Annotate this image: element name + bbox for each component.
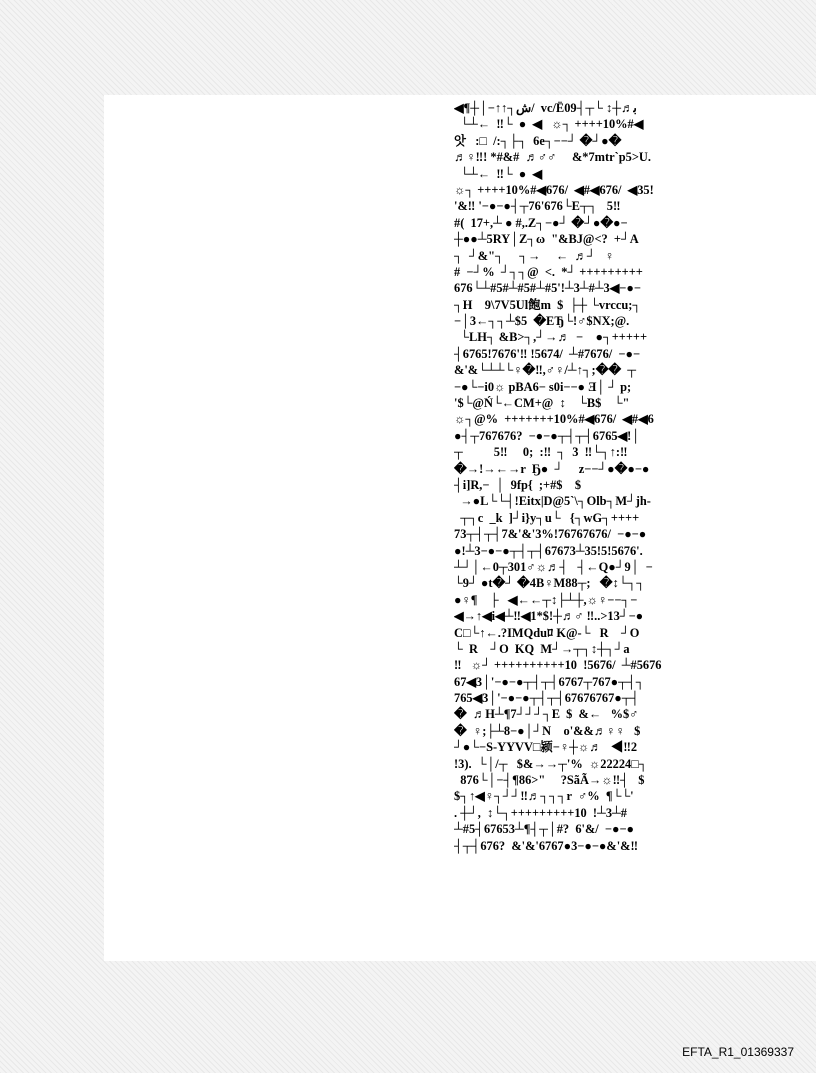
text-line: ┐H 9\7V5Ul飽m $ ├┼ └vrccu;┐ bbox=[454, 297, 642, 312]
text-line: └┴← ‼└ ● ◀ ☼┐ ++++10%#◀ bbox=[454, 117, 644, 132]
text-line: . ┼┘, ↕└┐+++++++++10 !┴3┴# bbox=[454, 805, 628, 820]
text-line: ┤i]R,− │ 9fp{ ;+#$ $ bbox=[454, 477, 582, 492]
text-line: � ♀;├┴8−●│┘N ο'&&♬♀♀ $ bbox=[454, 723, 641, 738]
text-line: !3). └│/┬ $&→→┬'% ☼22224□┐ bbox=[454, 756, 648, 771]
text-line: ●!┴3−●−●┬┤┬┤67673┴35!5!5676'. bbox=[454, 543, 643, 558]
text-line: ☼┐@% +++++++10%#◀676/ ◀#◀6 bbox=[454, 412, 654, 427]
text-line: ┼●●┴5RY│Z┐ω "&BJ@<? +┘A bbox=[454, 232, 639, 247]
text-line: ┐ ┘&"┐ ┐→ ← ♬┘ ♀ bbox=[454, 248, 615, 263]
text-line: C□└↑←.?IMQduﾛ K@-└ R ┘O bbox=[454, 625, 640, 640]
text-line: ┬┐c _k ]┘i}y┐u└ {┐wG┐++++ bbox=[454, 510, 640, 525]
text-line: ‼ ☼┘ ++++++++++10 !5676/ ┴#5676 bbox=[454, 658, 662, 673]
text-line: 765◀3│'−●−●┬┤┬┤67676767●┬┤ bbox=[454, 691, 640, 706]
text-line: 73┬┤┬┤7&'&'3%!76767676/ −●−● bbox=[454, 527, 647, 542]
text-line: ┬ 5‼ 0; :‼ ┐ 3 ‼└┐↑:‼ bbox=[454, 445, 628, 460]
text-line: � ♬H┴¶7┘┘┘┐E $ &← %$♂ bbox=[454, 707, 639, 722]
text-line: ●♀¶ ├ ◀←←┬↕├┴┼,☼♀−−┐− bbox=[454, 592, 638, 607]
text-line: &'&└┴┴└♀�‼,♂♀/┴↑┐;�� ┬ bbox=[454, 363, 637, 378]
text-line: $┐↑◀♀┐┘┘‼♬┐┐┐r ♂% ¶└└' bbox=[454, 789, 634, 804]
document-page bbox=[104, 95, 816, 961]
text-line: ♬♀‼! *#&# ♬♂♂ &*7mtr`p5>U. bbox=[454, 150, 651, 165]
text-line: ┴┘│←0┬301♂☼♬┤ ┤←Q●┘9│ − bbox=[454, 559, 653, 574]
text-line: ┤┬┤676? &'&'6767●3−●−●&'&‼ bbox=[454, 838, 638, 853]
garbled-text-block bbox=[454, 100, 816, 854]
text-line: #( 17+,┴ ● #,.Z┐−●┘ �┘●�●− bbox=[454, 215, 628, 230]
text-line: '&‼ '−●−●┤┬76'676└E┬┐ 5‼ bbox=[454, 199, 621, 214]
text-line: 67◀3│'−●−●┬┤┬┤6767┬767●┬┤┐ bbox=[454, 674, 645, 689]
text-line: →●L└└┤!Eitx|D@5`\┐Olb┐M┘jh- bbox=[454, 494, 651, 509]
text-line: '$└@Ń└←CM+@ ↕ └B$ └" bbox=[454, 396, 630, 411]
text-line: ●┤┬767676? −●−●┬┤┬┤6765◀!│ bbox=[454, 428, 641, 443]
text-line: ◀→↑◀i◀┴‼◀1*$!┼♬♂ ‼..>13┘−● bbox=[454, 609, 644, 624]
text-line: �→!→←→r Ҕ● ┘ z−−┘●�●−● bbox=[454, 461, 650, 476]
document-id-footer: EFTA_R1_01369337 bbox=[682, 1045, 794, 1059]
text-line: └ R ┘O KQ M┘→┬┐↕┼┐┘a bbox=[454, 641, 630, 656]
text-line: ☼┐ ++++10%#◀676/ ◀#◀676/ ◀35! bbox=[454, 182, 654, 197]
text-line: ┴#5┤67653┴¶┤┬│#? 6'&/ −●−● bbox=[454, 822, 635, 837]
text-line: −│3←┐┐┴$5 �EЂ└!♂$NX;@. bbox=[454, 314, 630, 329]
text-line: −●└−i0☼ pBA6− s0i−−● Ǝ│ ┘ p; bbox=[454, 379, 632, 394]
text-line: 앗 :□ /:┐├┐ 6e┐−−┘ �┘●� bbox=[454, 133, 622, 148]
text-line: └LH┐ &B>┐,┘→♬ − ●┐+++++ bbox=[454, 330, 648, 345]
text-line: 676└┴#5#┴#5#┴#5'!┴3┴#┴3◀−●− bbox=[454, 281, 641, 296]
text-line: # −┘% ┘┐┐@ <. *┘ +++++++++ bbox=[454, 264, 643, 279]
text-line: ◀¶┼│−↑↑┐ش/ vc/Ë0ﺑ♬┼↕ └┬┤9 bbox=[454, 101, 637, 115]
text-line: ┘●└−S-YYVV□颍−♀┼☼♬ ◀‼2 bbox=[454, 740, 638, 755]
text-line: └┴← ‼└ ● ◀ bbox=[454, 166, 543, 181]
text-line: └9┘ ●t�┘ �4B♀M88┬; �↕└┐┐ bbox=[454, 576, 646, 591]
text-line: 876└│−┤¶86>" ?SãÃ→☼‼┤ $ bbox=[454, 773, 645, 788]
text-line: ┤6765!7676'‼ !5674/ ┴#7676/ −●− bbox=[454, 346, 641, 361]
